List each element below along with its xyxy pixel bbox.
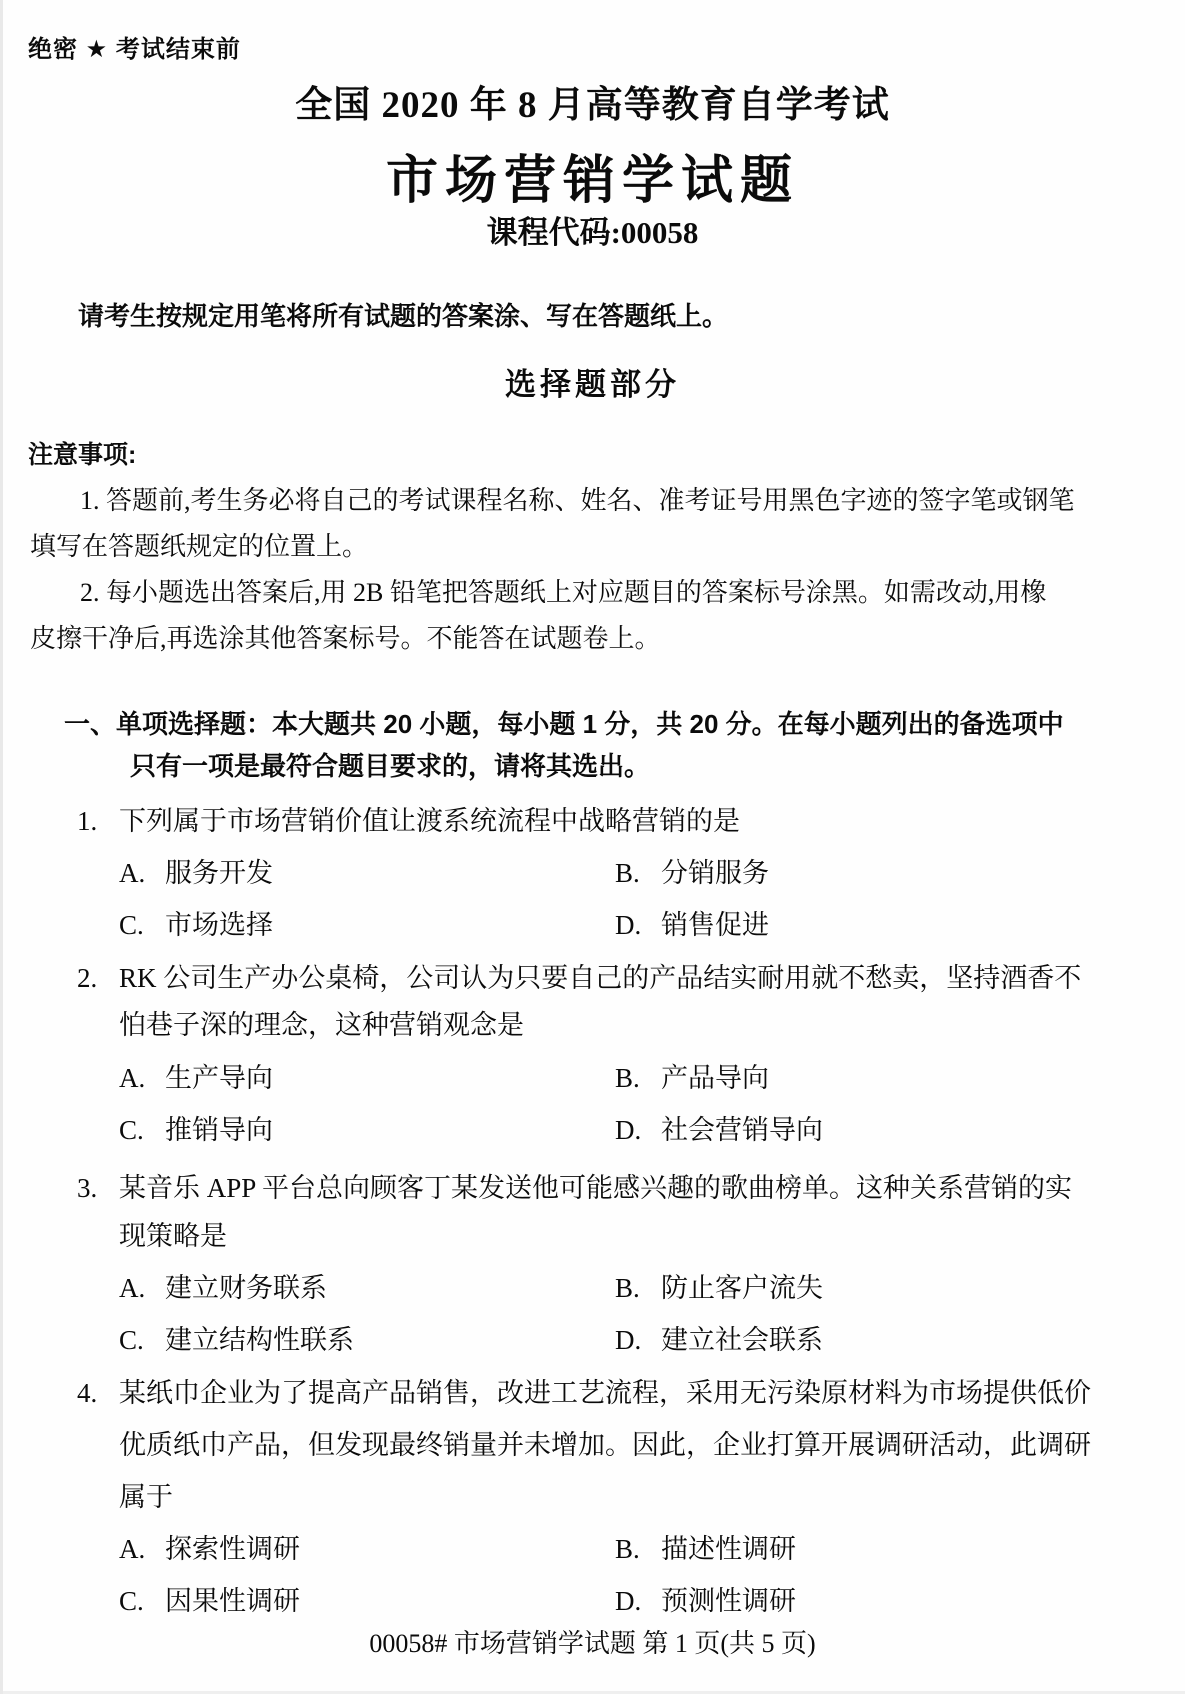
option-label: A. [119, 1273, 146, 1303]
answer-instruction: 请考生按规定用笔将所有试题的答案涂、写在答题纸上。 [78, 301, 729, 331]
option-a [119, 1063, 273, 1093]
option-text: 市场选择 [165, 910, 273, 940]
option-text: 防止客户流失 [661, 1273, 823, 1303]
question-4-options-cd [119, 1585, 1185, 1617]
option-text: 建立结构性联系 [165, 1325, 354, 1355]
option-text: 服务开发 [165, 858, 273, 888]
question-4-line-2: 优质纸巾产品，但发现最终销量并未增加。因此，企业打算开展调研活动，此调研 [119, 1430, 1091, 1460]
option-text: 建立社会联系 [661, 1325, 823, 1355]
question-2-options-cd [119, 1114, 1185, 1146]
notice-item-2-line-1: 2. 每小题选出答案后,用 2B 铅笔把答题纸上对应题目的答案标号涂黑。如需改动,用橡 [80, 578, 1047, 607]
option-text: 探索性调研 [165, 1534, 300, 1564]
question-3-line-2: 现策略是 [119, 1221, 227, 1251]
question-text: RK 公司生产办公桌椅，公司认为只要自己的产品结实耐用就不愁卖，坚持酒香不 [119, 963, 1082, 993]
option-label: A. [119, 1063, 146, 1093]
option-label: A. [119, 858, 146, 888]
option-label: C. [119, 910, 144, 940]
option-label: B. [615, 1063, 640, 1093]
question-number: 1. [77, 806, 98, 836]
question-text: 下列属于市场营销价值让渡系统流程中战略营销的是 [119, 806, 740, 836]
question-3-options-cd [119, 1324, 1185, 1356]
option-label: B. [615, 1273, 640, 1303]
question-number: 3. [77, 1173, 98, 1203]
option-b [615, 1533, 796, 1565]
option-text: 因果性调研 [165, 1586, 300, 1616]
option-label: A. [119, 1534, 146, 1564]
option-c [119, 1325, 354, 1355]
question-2-options-ab [119, 1062, 1185, 1094]
option-label: D. [615, 1325, 642, 1355]
question-text: 某纸巾企业为了提高产品销售，改进工艺流程，采用无污染原材料为市场提供低价 [119, 1378, 1091, 1408]
option-a [119, 1273, 327, 1303]
notice-item-1-line-1: 1. 答题前,考生务必将自己的考试课程名称、姓名、准考证号用黑色字迹的签字笔或钢笔 [80, 486, 1075, 515]
option-text: 生产导向 [165, 1063, 273, 1093]
option-label: C. [119, 1325, 144, 1355]
page-footer: 00058# 市场营销学试题 第 1 页(共 5 页) [369, 1629, 816, 1658]
option-text: 分销服务 [661, 858, 769, 888]
paper-title: 市场营销学试题 [385, 152, 799, 210]
secrecy-marking: 绝密 ★ 考试结束前 [28, 36, 241, 63]
section-heading-label: 单项选择题： [116, 709, 273, 739]
option-b [615, 857, 769, 889]
question-1-line-1 [77, 805, 740, 837]
question-4-line-1 [77, 1377, 1091, 1409]
option-text: 销售促进 [661, 910, 769, 940]
option-label: B. [615, 858, 640, 888]
option-a [119, 858, 273, 888]
question-text: 某音乐 APP 平台总向顾客丁某发送他可能感兴趣的歌曲榜单。这种关系营销的实 [119, 1173, 1073, 1203]
option-c [119, 1586, 300, 1616]
option-label: C. [119, 1586, 144, 1616]
option-c [119, 910, 273, 940]
option-d [615, 1324, 823, 1356]
notice-heading: 注意事项: [28, 441, 137, 469]
option-d [615, 1585, 796, 1617]
option-label: D. [615, 910, 642, 940]
option-label: B. [615, 1534, 640, 1564]
exam-title: 全国 2020 年 8 月高等教育自学考试 [295, 85, 890, 126]
question-4-options-ab [119, 1533, 1185, 1565]
option-label: D. [615, 1586, 642, 1616]
option-d [615, 909, 769, 941]
question-3-line-1 [77, 1172, 1072, 1204]
option-text: 产品导向 [661, 1063, 769, 1093]
option-text: 预测性调研 [661, 1586, 796, 1616]
question-1-options-ab [119, 857, 1185, 889]
question-number: 4. [77, 1378, 98, 1408]
question-2-line-1 [77, 962, 1081, 994]
course-code: 课程代码:00058 [486, 215, 699, 250]
question-2-line-2: 怕巷子深的理念，这种营销观念是 [119, 1010, 524, 1040]
option-text: 推销导向 [165, 1115, 273, 1145]
section-title: 选择题部分 [505, 367, 680, 402]
option-b [615, 1272, 823, 1304]
section-heading-text: 本大题共 20 小题，每小题 1 分，共 20 分。在每小题列出的备选项中 [272, 709, 1064, 739]
option-text: 社会营销导向 [661, 1115, 823, 1145]
option-a [119, 1534, 300, 1564]
question-1-options-cd [119, 909, 1185, 941]
notice-item-2-line-2: 皮擦干净后,再选涂其他答案标号。不能答在试题卷上。 [30, 624, 661, 653]
option-label: C. [119, 1115, 144, 1145]
section-heading-number: 一、 [64, 709, 117, 739]
section-heading-line-2: 只有一项是最符合题目要求的，请将其选出。 [130, 751, 651, 781]
question-3-options-ab [119, 1272, 1185, 1304]
option-c [119, 1115, 273, 1145]
question-4-line-3: 属于 [119, 1482, 173, 1512]
option-text: 描述性调研 [661, 1534, 796, 1564]
option-d [615, 1114, 823, 1146]
option-b [615, 1062, 769, 1094]
option-text: 建立财务联系 [165, 1273, 327, 1303]
option-label: D. [615, 1115, 642, 1145]
section-heading-line-1 [64, 709, 1064, 740]
notice-item-1-line-2: 填写在答题纸规定的位置上。 [30, 532, 369, 561]
question-number: 2. [77, 963, 98, 993]
